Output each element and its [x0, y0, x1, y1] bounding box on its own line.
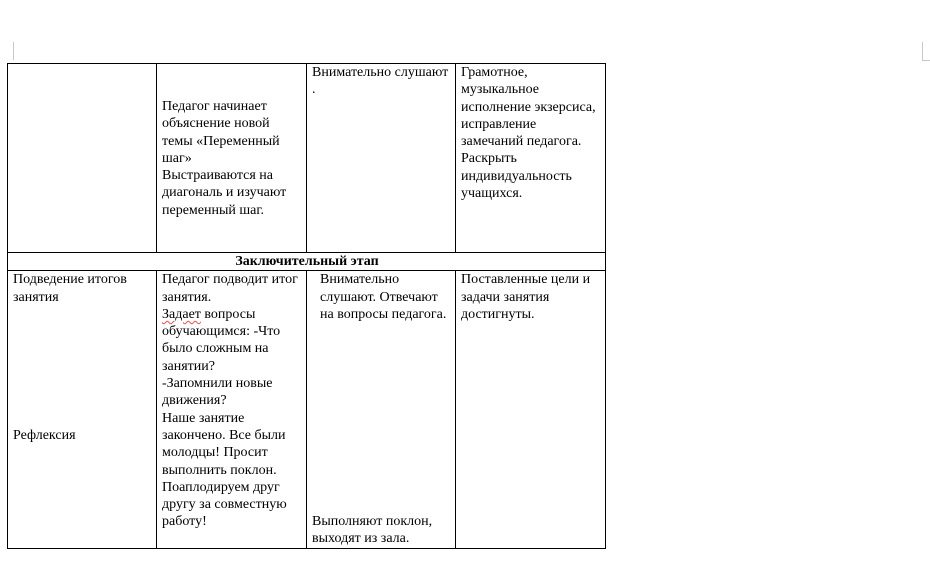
- spellcheck-underlined-word: Задает: [162, 306, 201, 322]
- cell-teacher-activity[interactable]: [157, 64, 307, 253]
- table-row: [8, 253, 606, 271]
- stage-title: Заключительный этап: [235, 254, 379, 269]
- cell-stage-empty[interactable]: [8, 64, 157, 253]
- teacher-activity-text-2: Выстраиваются на диагональ и изучают переменный шаг.: [162, 168, 287, 218]
- lesson-plan-table: [7, 63, 606, 549]
- student-activity-text: Внимательно слушают .: [312, 65, 449, 98]
- stage-name-summary: Подведение итогов занятия: [13, 272, 127, 305]
- result-final-text: Поставленные цели и задачи занятия достигнуты.: [461, 272, 591, 322]
- teacher-final-line-2: [162, 306, 302, 375]
- right-margin-marker-horizontal: [922, 60, 930, 61]
- teacher-activity-text-1: Педагог начинает объяснение новой темы «Переменный шаг»: [162, 99, 280, 166]
- cell-stage-name[interactable]: [8, 271, 157, 548]
- cell-student-activity[interactable]: [307, 64, 456, 253]
- right-margin-marker: [922, 42, 923, 60]
- student-final-text-2: Выполняют поклон, выходят из зала.: [312, 514, 433, 547]
- cell-result-final[interactable]: [456, 271, 606, 548]
- table-row: [8, 271, 606, 548]
- teacher-final-line-2-rest: вопросы обучающимся: -Что было сложным на занятии?: [162, 306, 281, 374]
- cell-student-activity-final[interactable]: [307, 271, 456, 548]
- spacer: [312, 323, 451, 513]
- left-margin-marker: [13, 42, 14, 60]
- student-final-text-1: Внимательно слушают. Отвечают на вопросы педагога.: [320, 272, 447, 322]
- table-row: [8, 64, 606, 253]
- stage-name-reflection: Рефлексия: [13, 427, 76, 443]
- cell-teacher-activity-final[interactable]: [157, 271, 307, 548]
- teacher-final-line-3: -Запомнили новые движения?: [162, 376, 273, 409]
- result-text-2: Раскрыть индивидуальность учащихся.: [461, 151, 572, 202]
- cell-result[interactable]: [456, 64, 606, 253]
- spacer: [13, 306, 152, 427]
- result-text-1: Грамотное, музыкальное исполнение экзерсиса, исправление замечаний педагога.: [461, 65, 596, 150]
- stage-title-cell[interactable]: [8, 253, 606, 271]
- teacher-final-line-1: Педагог подводит итог занятия.: [162, 272, 298, 305]
- teacher-final-line-4: Наше занятие закончено. Все были молодцы! Просит выполнить поклон. Поаплодируем друг другу за совместную работу!: [162, 410, 287, 530]
